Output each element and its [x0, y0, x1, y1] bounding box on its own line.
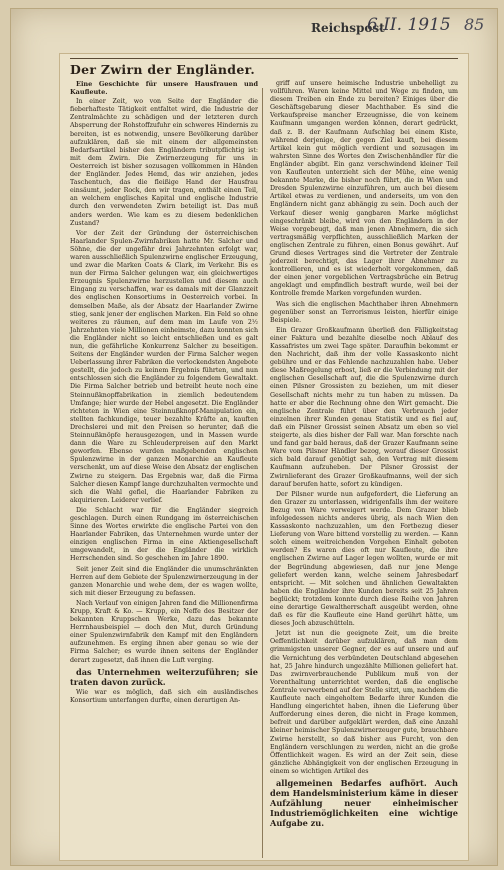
sheet-header	[11, 9, 497, 49]
archive-number: 85	[464, 15, 485, 34]
paragraph: In einer Zeit, wo von Seite der Engländer die fieberhafteste Tätigkeit entfaltet wird, die Industrie der Zentralmächte zu schädigen und der letzteren durch Absperrung der Rohstoffzufuhr ein schweres Hindernis zu bereiten, ist es notwendig, unsere Bevölkerung darüber aufzuklären, daß sie mit einem der allgemeinsten Bedarfsartikel bisher den Engländern tributpflichtig ist: mit dem Zwirn. Die Zwirnerzeugung für uns in Oesterreich ist bisher sozusagen vollkommen in Händen der Engländer. Jedes Hemd, das wir anziehen, jedes Taschentuch, das die fleißige Hand der Hausfrau einsäumt, jeder Rock, den wir tragen, enthält einen Teil, an welchem englisches Kapital und englische Industrie durch den verwendeten Zwirn beteiligt ist. Das muß anders werden. Wie kam es zu diesem bedenklichen Zustand?	[70, 98, 258, 227]
newspaper-clipping	[59, 53, 469, 861]
article-title: Der Zwirn der Engländer.	[70, 62, 255, 77]
paragraph: Was sich die englischen Machthaber ihren Abnehmern gegenüber sonst an Terrorismus leisten, hierfür einige Beispiele.	[270, 300, 458, 324]
paragraph: Die Schlacht war für die Engländer siegreich geschlagen. Durch einen Rundgang im österreichischen Sinne des Wortes erwirkte die englische Partei von den Haarlander Fabriken, das Unternehmen wurde unter der einzigen englischen Firma in eine Aktiengesellschaft umgewandelt, in der die Engländer die wirklich Herrschenden sind. So geschehen im Jahre 1890.	[70, 506, 258, 563]
paragraph: Nach Verlauf von einigen Jahren fand die Millionenfirma Krupp, Kraft & Ko. — Krupp, ein Neffe des Besitzer der bekannten Kruppschen Werke, dazu das bekannte Herrnhausbeispiel — doch den Mut, durch Gründung einer Spulenzwirnfabrik den Kampf mit den Engländern aufzunehmen. Es erging ihnen aber genau so wie der Firma Salcher; es wurde ihnen seitens der Engländer derart zugesetzt, daß ihnen die Luft verging.	[70, 599, 258, 664]
paragraph: griff auf unsere heimische Industrie unbehelligt zu vollführen. Waren keine Mittel und Wege zu finden, um diesem Treiben ein Ende zu bereiten? Einiges über die Geschäftsgebarung dieser Machthaber. Es sind die Verkaufspreise mancher Erzeugnisse, die von keinem Kaufmann umgangen werden können, derart gedrückt, daß z. B. der Kaufmann Aufschlag bei einem Kiste, während derjenige, der gegen Ziel kauft, bei diesem Artikel kein gut möglich verdient und sozusagen im wahrsten Sinne des Wortes den Zwischenhändler für die Engländer abgibt. Ein ganz verschwindend kleiner Teil von Kaufleuten unterzieht sich der Mühe, eine wenig bekannte Marke, die bisher noch führt, die in Wien und Dresden Spulenzwirne einzuführen, um auch bei diesem Artikel etwas zu verdienen, und anderseits, um von den Engländern nicht ganz abhängig zu sein. Doch auch der Verkauf dieser wenig gangbaren Marke möglichst eingeschränkt bleibe, wird von den Engländern in der Weise vorgebeugt, daß man jenen Abnehmern, die sich vertragsmäßig verpflichten, ausschließlich Marken der englischen Zentrale zu führen, einen Bonus gewährt. Auf Grund dieses Vertrages sind die Vertreter der Zentrale jederzeit berechtigt, das Lager ihrer Abnehmer zu kontrollieren, und es ist wiederholt vorgekommen, daß der einen jener vorgeblichen Vertragsbrüche ein Betrug angeklagt und empfindlich bestraft wurde, weil bei der Kontrolle fremde Marken vorgefunden wurden.	[270, 80, 458, 298]
paragraph: Seit jener Zeit sind die Engländer die unumschränkten Herren auf dem Gebiete der Spulenzwirnerzeugung in der ganzen Monarchie und wehe dem, der es wagen wollte, sich mit dieser Erzeugung zu befassen.	[70, 565, 258, 597]
archive-sheet	[10, 8, 498, 866]
article-subtitle: Eine Geschichte für unsere Hausfrauen und Kaufleute.	[70, 80, 258, 97]
emphasized-line: allgemeinen Bedarfes aufhört. Auch dem Handelsministerium käme in dieser Aufzählung neuer einheimischer Industriemöglichkeiten eine wichtige Aufgabe zu.	[270, 777, 458, 828]
column-divider	[262, 88, 263, 858]
paragraph: Vor der Zeit der Gründung der österreichischen Haarlander Spulen-Zwirnfabriken hatte Mr. Salcher und Söhne, die der ungefähr drei Jahrzehnten erfolgt war, waren ausschließlich Spulenzwirne englischer Erzeugung, und zwar die Marken Coats & Clark, im Verkehr. Bis es nun der Firma Salcher gelungen war, ein gleichwertiges Erzeugnis Spulenzwirne herzustellen und diesem auch Eingang zu verschaffen, war es damals mit der Glanzzeit des englischen Konsortiums in Oesterreich vorbei. In demselben Maße, als der Absatz der Haarlander Zwirne stieg, sank jener der englischen Marken. Ein Feld so ohne weiteres zu räumen, auf dem man im Laufe von 2½ Jahrzehnten viele Millionen einheimste, dazu konnten sich die Engländer nicht so leicht entschließen und es galt nun, die gefährliche Konkurrenz Salcher zu beseitigen. Seitens der Engländer wurden der Firma Salcher wegen Ueberlassung ihrer Fabriken die verlockendsten Angebote gestellt, die jedoch zu keinem Ergebnis führten, und nun entschlossen sich die Engländer zu folgendem Gewaltakt. Die Firma Salcher betrieb und betreibt heute noch eine Steinnußknopffabrikation in ziemlich bedeutendem Umfange; hier wurde der Hebel angesetzt. Die Engländer richteten in Wien eine Steinnußknopf-Manipulation ein, stellten fachkundige, teuer bezahlte Kräfte an, kauften Drechslerei und mit den Preisen so herunter, daß die Steinnußknöpfe herausgezogen, und in Massen wurde dann die Ware zu Schleuderpreisen auf den Markt geworfen. Ebenso wurden maßgebenden englischen Spulenzwirne in der ganzen Monarchie an Kaufleute verschenkt, um auf diese Weise den Absatz der englischen Zwirne zu steigern. Das Ergebnis war, daß die Firma Salcher diesen Kampf lange durchzuhalten vermochte und sich die Wahl gefiel, die Haarlander Fabriken zu akquirieren. Leiderer verlief.	[70, 229, 258, 504]
article-columns	[70, 80, 458, 850]
handwritten-date: 6.II. 1915	[367, 15, 451, 35]
paragraph: Der Pilsner wurde nun aufgefordert, die Lieferung an den Grazer zu unterlassen, widrigenfalls ihm der weitere Bezug von Ware verweigert werde. Dem Grazer blieb infolgedessen nichts anderes übrig, als nach Wien den Kassaskonto nachzuzahlen, um den Fortbezug dieser Lieferung von Ware bittend vorstellig zu werden. — Kann solch einem weitreichenden Vorgehen Einhalt geboten werden? Es waren dies oft nur Kaufleute, die ihre englischen Zwirne auf Lager legen wollten, wurde er mit der Begründung abgewiesen, daß nur jene Menge geliefert werden kann, welche seinem Jahresbedarf entspricht. — Mit solchen und ähnlichen Gewaltakten haben die Engländer ihre Kunden bereits seit 25 Jahren beglückt; trotzdem konnte durch diese Reihe von Jahren eine derartige Gewaltherrschaft ausgeübt werden, ohne daß es für die Kaufleute eine Hand gerührt hätte, um dieses Joch abzuschütteln.	[270, 490, 458, 628]
emphasized-line: das Unternehmen weiterzuführen; sie traten davon zurück.	[70, 666, 258, 687]
paragraph: Ein Grazer Großkaufmann überließ den Fälligkeitstag einer Faktura und bezahlte dieselbe noch Ablauf des Kassafristes um zwei Tage später. Daraufhin bekommt er den Nachricht, daß ihm der volle Kassaskonto nicht gebühre und er das Fehlende nachzuzahlen habe. Ueber diese Maßregelung erbost, ließ er die Verbindung mit der englischen Gesellschaft auf, die die Spulenzwirne durch einen Pilsner Grossisten zu beziehen, um mit dieser Gesellschaft nichts mehr zu tun haben zu müssen. Da hatte er aber die Rechnung ohne den Wirt gemacht. Die englische Zentrale führt über den Verbrauch jeder einzelnen ihrer Kunden genau Statistik und es fiel auf, daß ein Pilsner Grossist seinen Absatz um eben so viel steigerte, als dies bisher der Fall war. Man forschte nach und fand gar bald heraus, daß der Grazer Kaufmann seine Ware vom Pilsner Händler bezog, worauf dieser Grossist sich bald darauf genötigt sah, den Vertrag mit diesem Kaufmann aufzuheben. Der Pilsner Grossist der Zwirnlieferant des Grazer Großkaufmanns, weil der sich darauf berufen hatte, sofort zu kündigen.	[270, 326, 458, 488]
right-column	[270, 80, 458, 850]
paragraph: Jetzt ist nun die geeignete Zeit, um die breite Oeffentlichkeit darüber aufzuklären, daß man dem grimmigsten unserer Gegner, der es auf unsere und auf die Vernichtung des verbündeten Deutschland abgesehen hat, 25 Jahre hindurch ungezählte Millionen geliefert hat. Das zwirnverbrauchende Publikum muß von der Vorenthaltung unterrichtet werden, daß die englische Zentrale verwerbend auf der Stelle sitzt, um, nachdem die Kaufleute nach eingeholtem Bedarfe ihrer Kunden die Handlung eingerichtet haben, ihnen die Lieferung über Aufforderung eines deren, die nicht in Frage kommen, befreit und darüber aufgeklärt werden, daß eine Anzahl kleiner heimischer Spulenzwirnerzeuger gute, brauchbare Zwirne herstellt, so daß bisher aus Furcht, von den Engländern verschlungen zu werden, nicht an die große Öffentlichkeit wagen. Es wird an der Zeit sein, diese gänzliche Abhängigkeit von der englischen Erzeugung in einem so wichtigen Artikel des	[270, 630, 458, 775]
newspaper-name: Reichspost	[311, 21, 385, 35]
left-column	[70, 80, 258, 850]
top-rule	[70, 58, 458, 59]
paragraph: Wie war es möglich, daß sich ein ausländisches Konsortium unterfangen durfte, einen derartigen An-	[70, 688, 258, 704]
